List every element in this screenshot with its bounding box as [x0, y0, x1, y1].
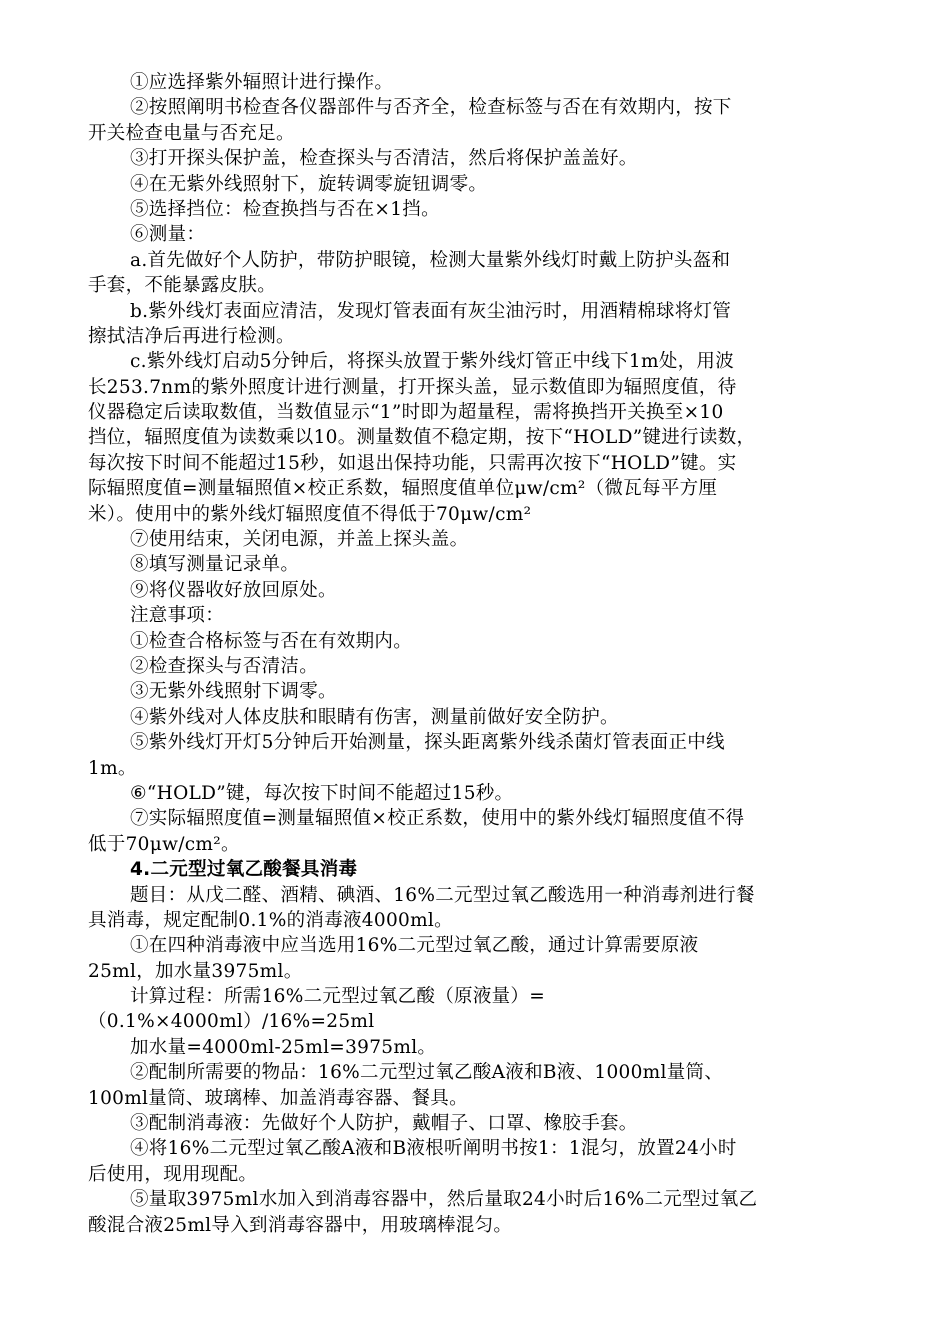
- text-line: ①应选择紫外辐照计进行操作。: [130, 72, 394, 93]
- text-line: 擦拭洁净后再进行检测。: [88, 325, 295, 347]
- text-line: 加水量=4000ml-25ml=3975ml。: [130, 1036, 437, 1058]
- text-line: 米）。使用中的紫外线灯辐照度值不得低于70μw/cm²: [88, 503, 532, 525]
- text-line: 1m。: [88, 757, 137, 779]
- text-line: ⑥“HOLD”键，每次按下时间不能超过15秒。: [130, 782, 514, 804]
- text-line: 酸混合液25ml导入到消毒容器中，用玻璃棒混匀。: [88, 1214, 513, 1236]
- text-line: c.紫外线灯启动5分钟后，将探头放置于紫外线灯管正中线下1m处，用波: [130, 351, 735, 373]
- text-line: ④将16%二元型过氧乙酸A液和B液根听阐明书按1：1混匀，放置24小时: [130, 1138, 737, 1160]
- text-line: ⑦使用结束，关闭电源，并盖上探头盖。: [130, 529, 469, 551]
- text-line: 仪器稳定后读取数值，当数值显示“1”时即为超量程，需将换挡开关换至×10: [88, 402, 724, 424]
- text-line: ④在无紫外线照射下，旋转调零旋钮调零。: [130, 173, 488, 195]
- text-line: ②配制所需要的物品：16%二元型过氧乙酸A液和B液、1000ml量筒、: [130, 1062, 724, 1084]
- text-line: 具消毒，规定配制0.1%的消毒液4000ml。: [88, 909, 453, 931]
- section-heading: 4.二元型过氧乙酸餐具消毒: [130, 859, 358, 881]
- text-line: 25ml，加水量3975ml。: [88, 960, 303, 982]
- text-line: 注意事项：: [130, 605, 225, 627]
- text-line: 题目：从戊二醛、酒精、碘酒、16%二元型过氧乙酸选用一种消毒剂进行餐: [130, 884, 755, 906]
- text-line: ⑤紫外线灯开灯5分钟后开始测量，探头距离紫外线杀菌灯管表面正中线: [130, 732, 725, 754]
- text-line: b.紫外线灯表面应清洁，发现灯管表面有灰尘油污时，用酒精棉球将灯管: [130, 300, 732, 322]
- text-line: 低于70μw/cm²。: [88, 833, 240, 855]
- text-line: 每次按下时间不能超过15秒，如退出保持功能，只需再次按下“HOLD”键。实: [88, 452, 737, 474]
- text-line: 开关检查电量与否充足。: [88, 122, 295, 144]
- text-line: ⑦实际辐照度值=测量辐照值×校正系数，使用中的紫外线灯辐照度值不得: [130, 808, 745, 830]
- text-line: ⑧填写测量记录单。: [130, 554, 300, 576]
- text-line: ⑨将仪器收好放回原处。: [130, 579, 337, 601]
- text-line: ④紫外线对人体皮肤和眼睛有伤害，测量前做好安全防护。: [130, 706, 619, 728]
- text-line: ⑤量取3975ml水加入到消毒容器中，然后量取24小时后16%二元型过氧乙: [130, 1189, 758, 1211]
- text-line: （0.1%×4000ml）/16%=25ml: [88, 1011, 375, 1033]
- text-line: ⑥测量：: [130, 224, 206, 246]
- text-line: 100ml量筒、玻璃棒、加盖消毒容器、餐具。: [88, 1087, 468, 1109]
- text-line: ③无紫外线照射下调零。: [130, 681, 337, 703]
- text-line: 长253.7nm的紫外照度计进行测量，打开探头盖，显示数值即为辐照度值，待: [88, 376, 737, 398]
- text-line: ③配制消毒液：先做好个人防护，戴帽子、口罩、橡胶手套。: [130, 1113, 638, 1135]
- text-line: ②按照阐明书检查各仪器部件与否齐全，检查标签与否在有效期内，按下: [130, 97, 732, 119]
- text-line: 际辐照度值=测量辐照值×校正系数，辐照度值单位μw/cm²（微瓦每平方厘: [88, 478, 718, 500]
- text-line: 手套，不能暴露皮肤。: [88, 275, 277, 297]
- document-body: [88, 70, 862, 1238]
- text-line: 挡位，辐照度值为读数乘以10。测量数值不稳定期，按下“HOLD”键进行读数，: [88, 427, 756, 449]
- text-line: a.首先做好个人防护，带防护眼镜，检测大量紫外线灯时戴上防护头盔和: [130, 249, 731, 271]
- text-line: ③打开探头保护盖，检查探头与否清洁，然后将保护盖盖好。: [130, 148, 638, 170]
- text-line: ②检查探头与否清洁。: [130, 655, 319, 677]
- text-line: ⑤选择挡位：检查换挡与否在×1挡。: [130, 198, 440, 220]
- text-line: ①检查合格标签与否在有效期内。: [130, 630, 413, 652]
- text-line: 计算过程：所需16%二元型过氧乙酸（原液量）=: [130, 986, 546, 1008]
- text-line: ①在四种消毒液中应当选用16%二元型过氧乙酸，通过计算需要原液: [130, 935, 699, 957]
- text-line: 后使用，现用现配。: [88, 1163, 258, 1185]
